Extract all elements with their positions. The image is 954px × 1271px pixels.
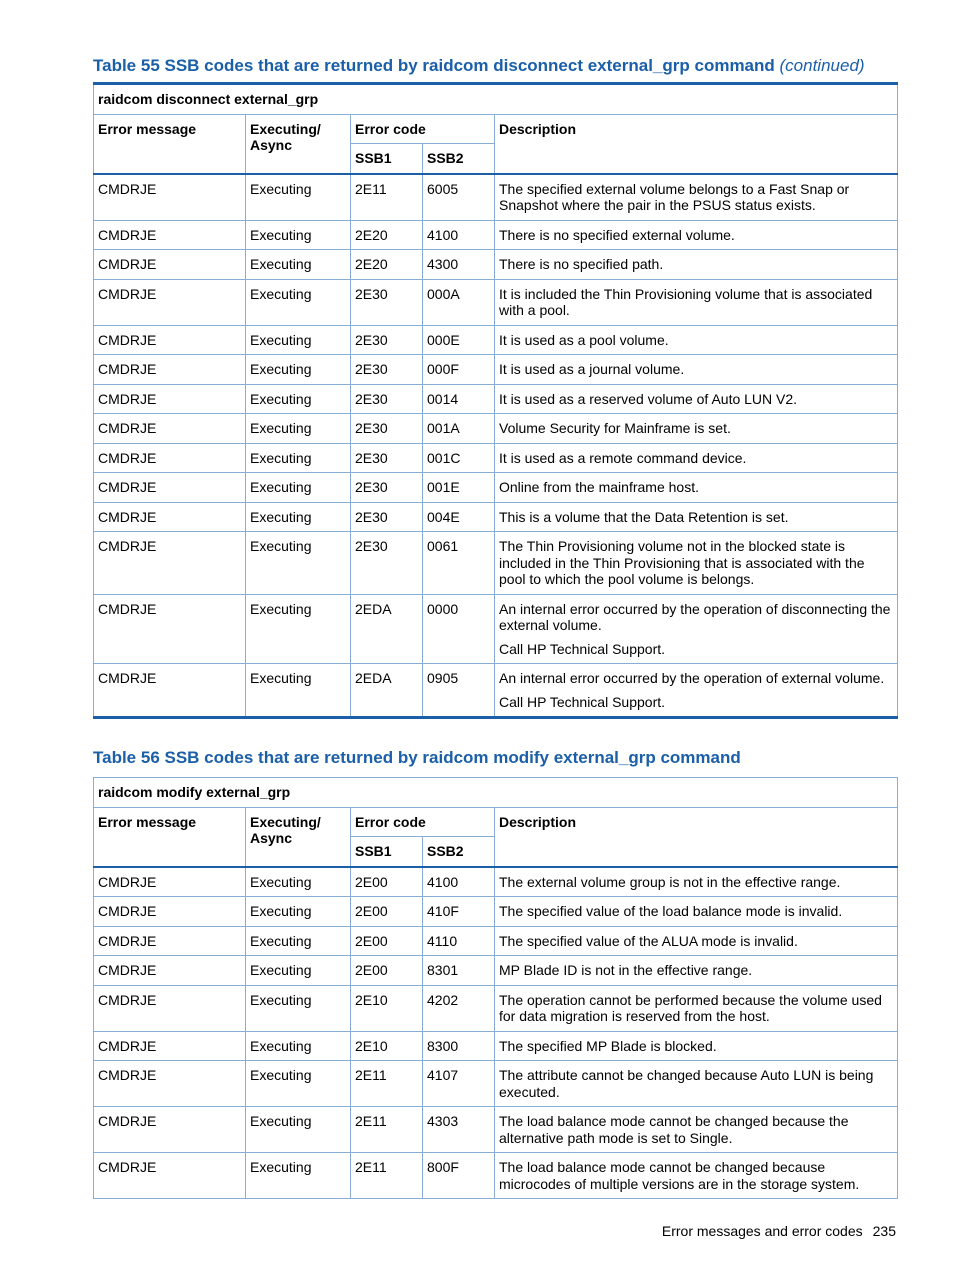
table-row [94,279,898,325]
cell-ssb1: 2E30 [351,502,423,532]
cell-description [495,414,898,444]
cell-error-message: CMDRJE [94,664,246,718]
cell-executing: Executing [246,926,351,956]
description-paragraph: An internal error occurred by the operation of disconnecting the external volume. [499,600,891,633]
cell-ssb2: 800F [423,1153,495,1199]
description-paragraph: The specified value of the load balance mode is invalid. [499,903,843,919]
cell-executing: Executing [246,1061,351,1107]
cell-ssb1: 2E20 [351,250,423,280]
cell-ssb1: 2E11 [351,1153,423,1199]
cell-executing: Executing [246,532,351,595]
cell-error-message: CMDRJE [94,443,246,473]
cell-description [495,502,898,532]
cell-description [495,443,898,473]
cell-executing: Executing [246,220,351,250]
page-footer [662,1222,896,1240]
cell-executing: Executing [246,1031,351,1061]
cell-ssb1: 2E30 [351,473,423,503]
cell-ssb1: 2E10 [351,1031,423,1061]
table-row [94,355,898,385]
cell-ssb2: 4100 [423,220,495,250]
cell-error-message: CMDRJE [94,355,246,385]
cell-error-message: CMDRJE [94,174,246,221]
cell-ssb1: 2E20 [351,220,423,250]
cell-ssb1: 2E00 [351,897,423,927]
table-row [94,502,898,532]
description-paragraph: The specified external volume belongs to a Fast Snap or Snapshot where the pair in the PSUS status exists. [499,180,850,213]
description-paragraph: It is used as a journal volume. [499,361,685,377]
cell-executing: Executing [246,1107,351,1153]
table-row [94,1107,898,1153]
footer-section-title: Error messages and error codes [661,1223,863,1239]
cell-ssb1: 2E30 [351,325,423,355]
cell-description [495,174,898,221]
cell-description [495,325,898,355]
cell-ssb1: 2EDA [351,594,423,664]
cell-description [495,867,898,897]
cell-description [495,532,898,595]
cell-description [495,279,898,325]
cell-ssb2: 0000 [423,594,495,664]
table-row [94,1061,898,1107]
cell-description [495,384,898,414]
cell-error-message: CMDRJE [94,1031,246,1061]
cell-description [495,664,898,718]
cell-error-message: CMDRJE [94,1061,246,1107]
header-ssb1: SSB1 [351,837,423,867]
cell-error-message: CMDRJE [94,985,246,1031]
cell-ssb2: 4202 [423,985,495,1031]
description-paragraph: The specified value of the ALUA mode is invalid. [499,932,798,949]
table-row [94,867,898,897]
cell-ssb2: 4100 [423,867,495,897]
cell-ssb2: 000E [423,325,495,355]
table-55-caption [93,55,897,77]
cell-executing: Executing [246,443,351,473]
cell-ssb2: 004E [423,502,495,532]
cell-ssb1: 2E11 [351,174,423,221]
cell-error-message: CMDRJE [94,502,246,532]
table-row [94,384,898,414]
cell-description [495,1031,898,1061]
table-row [94,473,898,503]
description-paragraph: There is no specified path. [499,256,664,272]
cell-executing: Executing [246,473,351,503]
cell-ssb1: 2E30 [351,414,423,444]
table-row [94,325,898,355]
cell-error-message: CMDRJE [94,532,246,595]
description-paragraph: Call HP Technical Support. [499,640,666,657]
header-error-code: Error code [351,114,495,144]
cell-ssb1: 2EDA [351,664,423,718]
header-ssb1: SSB1 [351,144,423,174]
header-description: Description [495,114,898,174]
cell-ssb2: 4300 [423,250,495,280]
cell-description [495,355,898,385]
cell-ssb2: 001A [423,414,495,444]
continued-label: (continued) [779,56,865,75]
cell-executing: Executing [246,250,351,280]
cell-error-message: CMDRJE [94,867,246,897]
cell-executing: Executing [246,414,351,444]
cell-ssb2: 8300 [423,1031,495,1061]
cell-error-message: CMDRJE [94,250,246,280]
description-paragraph: MP Blade ID is not in the effective range. [499,962,753,978]
description-paragraph: It is included the Thin Provisioning volume that is associated with a pool. [499,285,873,318]
description-paragraph: It is used as a reserved volume of Auto LUN V2. [499,390,798,407]
cell-description [495,1061,898,1107]
cell-ssb1: 2E30 [351,355,423,385]
description-paragraph: The operation cannot be performed because the volume used for data migration is reserved from the host. [499,991,882,1024]
cell-executing: Executing [246,279,351,325]
description-paragraph: There is no specified external volume. [499,226,735,243]
cell-error-message: CMDRJE [94,384,246,414]
cell-description [495,926,898,956]
cell-executing: Executing [246,594,351,664]
cell-ssb1: 2E30 [351,279,423,325]
table-row [94,594,898,664]
table-row [94,664,898,718]
cell-description [495,220,898,250]
table-56-body [94,867,898,1199]
cell-executing: Executing [246,355,351,385]
cell-ssb1: 2E30 [351,443,423,473]
cell-ssb2: 001E [423,473,495,503]
table-row [94,174,898,221]
cell-description [495,897,898,927]
header-ssb2: SSB2 [423,837,495,867]
table-row [94,220,898,250]
header-executing-async: Executing/ Async [246,807,351,867]
cell-ssb1: 2E00 [351,867,423,897]
description-paragraph: The Thin Provisioning volume not in the blocked state is included in the Thin Provisioning that is associated with the pool to which the pool volume is belongs. [499,538,865,587]
cell-ssb1: 2E11 [351,1061,423,1107]
cell-ssb1: 2E10 [351,985,423,1031]
cell-error-message: CMDRJE [94,897,246,927]
cell-error-message: CMDRJE [94,594,246,664]
description-paragraph: The specified MP Blade is blocked. [499,1037,717,1054]
description-paragraph: This is a volume that the Data Retention is set. [499,508,789,525]
cell-description [495,1107,898,1153]
cell-description [495,250,898,280]
cell-executing: Executing [246,985,351,1031]
cell-ssb1: 2E00 [351,956,423,986]
cell-executing: Executing [246,956,351,986]
description-paragraph: The load balance mode cannot be changed because the alternative path mode is set to Single. [499,1113,849,1146]
cell-executing: Executing [246,867,351,897]
table-row [94,1031,898,1061]
cell-description [495,985,898,1031]
description-paragraph: The attribute cannot be changed because Auto LUN is being executed. [499,1067,874,1100]
cell-ssb1: 2E30 [351,384,423,414]
table-row [94,443,898,473]
description-paragraph: Volume Security for Mainframe is set. [499,420,731,436]
header-error-message: Error message [94,807,246,867]
cell-error-message: CMDRJE [94,473,246,503]
cell-ssb2: 4107 [423,1061,495,1107]
table-row [94,926,898,956]
cell-ssb2: 001C [423,443,495,473]
cell-ssb2: 4110 [423,926,495,956]
table-command-title: raidcom modify external_grp [94,778,898,808]
table-row [94,985,898,1031]
cell-error-message: CMDRJE [94,279,246,325]
cell-ssb2: 410F [423,897,495,927]
cell-executing: Executing [246,174,351,221]
table-row [94,897,898,927]
cell-executing: Executing [246,384,351,414]
header-executing-async: Executing/ Async [246,114,351,174]
cell-error-message: CMDRJE [94,926,246,956]
description-paragraph: It is used as a remote command device. [499,449,747,466]
header-ssb2: SSB2 [423,144,495,174]
header-error-message: Error message [94,114,246,174]
table-row [94,956,898,986]
description-paragraph: It is used as a pool volume. [499,331,669,348]
cell-executing: Executing [246,1153,351,1199]
cell-error-message: CMDRJE [94,220,246,250]
cell-error-message: CMDRJE [94,414,246,444]
cell-executing: Executing [246,502,351,532]
cell-description [495,473,898,503]
header-description: Description [495,807,898,867]
cell-executing: Executing [246,325,351,355]
description-paragraph: Online from the mainframe host. [499,479,699,495]
cell-description [495,594,898,664]
description-paragraph: Call HP Technical Support. [499,693,666,710]
cell-executing: Executing [246,897,351,927]
description-paragraph: An internal error occurred by the operation of external volume. [499,670,885,686]
cell-error-message: CMDRJE [94,325,246,355]
table-56 [93,777,898,1199]
header-error-code: Error code [351,807,495,837]
table-row [94,250,898,280]
description-paragraph: The external volume group is not in the effective range. [499,873,841,890]
cell-ssb2: 000F [423,355,495,385]
table-55 [93,82,898,719]
table-56-caption: Table 56 SSB codes that are returned by raidcom modify external_grp command [93,748,741,767]
cell-error-message: CMDRJE [94,1153,246,1199]
cell-ssb1: 2E11 [351,1107,423,1153]
table-row [94,1153,898,1199]
cell-error-message: CMDRJE [94,956,246,986]
table-command-title: raidcom disconnect external_grp [94,84,898,115]
cell-ssb2: 8301 [423,956,495,986]
table-55-title: Table 55 SSB codes that are returned by raidcom disconnect external_grp command [93,56,775,75]
cell-ssb1: 2E00 [351,926,423,956]
cell-error-message: CMDRJE [94,1107,246,1153]
table-55-body [94,174,898,718]
table-row [94,532,898,595]
page-number: 235 [872,1223,896,1239]
cell-description [495,1153,898,1199]
cell-ssb2: 0061 [423,532,495,595]
description-paragraph: The load balance mode cannot be changed because microcodes of multiple versions are in the storage system. [499,1159,860,1192]
cell-ssb2: 000A [423,279,495,325]
cell-ssb2: 0905 [423,664,495,718]
cell-description [495,956,898,986]
cell-ssb2: 0014 [423,384,495,414]
cell-executing: Executing [246,664,351,718]
cell-ssb2: 6005 [423,174,495,221]
cell-ssb1: 2E30 [351,532,423,595]
cell-ssb2: 4303 [423,1107,495,1153]
table-row [94,414,898,444]
